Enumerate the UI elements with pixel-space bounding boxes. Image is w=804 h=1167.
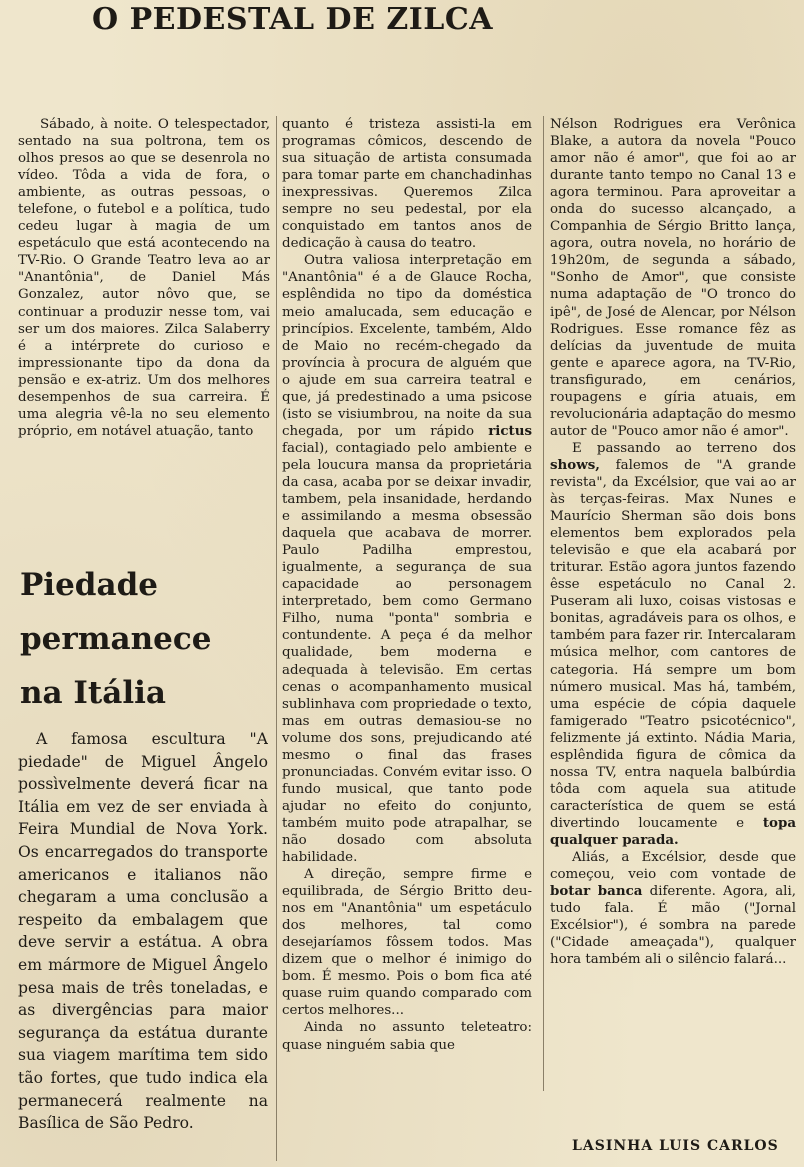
sidebar-headline-line: permanece (20, 621, 212, 657)
paragraph (282, 252, 532, 866)
paragraph: A direção, sempre firme e equilibrada, de Sérgio Britto deu-nos em "Anantônia" um espetáculo dos melhores, tal como desejaríamos fôssem todos. Mas dizem que o melhor é inimigo do bom. É mesmo. Pois o bom fica até quase ruim quando comparado com certos melhores... (282, 867, 532, 1019)
bold-term: rictus (488, 422, 532, 439)
text-run: falemos de "A grande revista", da Excélsior, que vai ao ar às terças-feiras. Max Nunes e Maurício Sherman são dois bons elementos bem explorados pela televisão e que ela acabará por triturar. Estão agora juntos fazendo êsse espetáculo no Canal 2. Puseram ali luxo, coisas vistosas e bonitas, agradáveis para os olhos, e também para fazer rir. Intercalaram música melhor, com cantores de categoria. Há sempre um bom número musical. Mas há, também, uma espécie de cópia daquele famigerado "Teatro psicotécnico", felizmente já extinto. Nádia Maria, esplêndida figura de cômica da nossa TV, entra naquela balbúrdia tôda com aquela sua atitude característica de quem se está divertindo loucamente e (550, 457, 796, 831)
column-divider (543, 116, 544, 1091)
paragraph: Ainda no assunto teleteatro: quase ninguém sabia que (282, 1020, 532, 1053)
byline: LASINHA LUIS CARLOS (572, 1138, 779, 1154)
paragraph: Sábado, à noite. O telespectador, sentado na sua poltrona, tem os olhos presos ao que se desenrola no vídeo. Tôda a vida de fora, o ambiente, as outras pessoas, o telefone, o futebol e a política, tudo cedeu lugar à magia de um espetáculo que está acontecendo na TV-Rio. O Grande Teatro leva ao ar "Anantônia", de Daniel Más Gonzalez, autor nôvo que, se continuar a produzir nesse tom, vai ser um dos maiores. Zilca Salaberry é a intérprete do curioso e impressionante tipo da dona da pensão e ex-atriz. Um dos melhores desempenhos de sua carreira. É uma alegria vê-la no seu elemento próprio, em notável atuação, tanto (18, 117, 270, 439)
paragraph: Nélson Rodrigues era Verônica Blake, a autora da novela "Pouco amor não é amor", que foi ao ar durante tanto tempo no Canal 13 e agora terminou. Para aproveitar a onda do sucesso alcançado, a Companhia de Sérgio Britto lança, agora, outra novela, no horário de 19h20m, de segunda a sábado, "Sonho de Amor", que consiste numa adaptação de "O tronco do ipê", de José de Alencar, por Nélson Rodrigues. Esse romance fêz as delícias da juventude de muita gente e aparece agora, na TV-Rio, transfigurado, em cenários, roupagens e gíria atuais, em revolucionária adaptação do mesmo autor de "Pouco amor não é amor". (550, 117, 796, 439)
sidebar-story (18, 728, 268, 1163)
text-run: diferente. Agora, ali, tudo fala. É mão ("Jornal Excélsior"), é sombra na parede ("Cidade ameaçada"), qualquer hora também ali o silêncio falará... (550, 884, 796, 968)
text-run: Aliás, a Excélsior, desde que começou, veio com vontade de (550, 850, 796, 883)
paragraph (550, 440, 796, 849)
bold-term: shows, (550, 456, 600, 473)
text-run: Outra valiosa interpretação em "Anantônia" é a de Glauce Rocha, esplêndida no tipo da doméstica meio amalucada, sem educação e princípios. Excelente, também, Aldo de Maio no recém-chegado da província à procura de alguém que o ajude em sua carreira teatral e que, já predestinado a uma psicose (isto se visiumbrou, na noite da sua chegada, por um rápido (282, 253, 532, 439)
headline: O PEDESTAL DE ZILCA (92, 2, 494, 37)
paragraph (550, 849, 796, 968)
text-run: E passando ao terreno dos (572, 440, 796, 456)
sidebar-headline-line: na Itália (20, 675, 166, 711)
text-run: facial), contagiado pelo ambiente e pela loucura mansa da proprietária da casa, acaba por se deixar invadir, tambem, pela insanidade, herdando e assimilando a mesma obsessão daquela que acabava de morrer. Paulo Padilha emprestou, igualmente, a segurança de sua capacidade ao personagem interpretado, bem como Germano Filho, numa "ponta" sombria e contundente. A peça é da melhor qualidade, bem moderna e adequada à televisão. Em certas cenas o acompanhamento musical sublinhava com propriedade o texto, mas em outras demasiou-se no volume dos sons, prejudicando até mesmo o final das frases pronunciadas. Convém evitar isso. O fundo musical, que tanto pode ajudar no efeito do conjunto, também muito pode atrapalhar, se não dosado com absoluta habilidade. (282, 440, 532, 866)
bold-term: botar banca (550, 883, 643, 900)
article-column-3 (550, 116, 796, 1091)
article-column-1 (18, 116, 270, 486)
sidebar-headline-line: Piedade (20, 567, 158, 603)
sidebar-headline (20, 558, 260, 720)
bold-term: topa qualquer parada. (550, 814, 796, 848)
column-divider (276, 116, 277, 1161)
paragraph: A famosa escultura "A piedade" de Miguel Ângelo possìvelmente deverá ficar na Itália em vez de ser enviada à Feira Mundial de Nova York. Os encarregados do transporte americanos e italianos não chegaram a uma conclusão a respeito da embalagem que deve servir a estátua. A obra em mármore de Miguel Ângelo pesa mais de três toneladas, e as divergências para maior segurança da estátua durante sua viagem marítima tem sido tão fortes, que tudo indica ela permanecerá realmente na Basílica de São Pedro. (18, 730, 268, 1133)
paragraph: quanto é tristeza assisti-la em programas cômicos, descendo de sua situação de artista consumada para tomar parte em chanchadinhas inexpressivas. Queremos Zilca sempre no seu pedestal, por ela conquistado em tantos anos de dedicação à causa do teatro. (282, 117, 532, 252)
article-column-2 (282, 116, 532, 1161)
